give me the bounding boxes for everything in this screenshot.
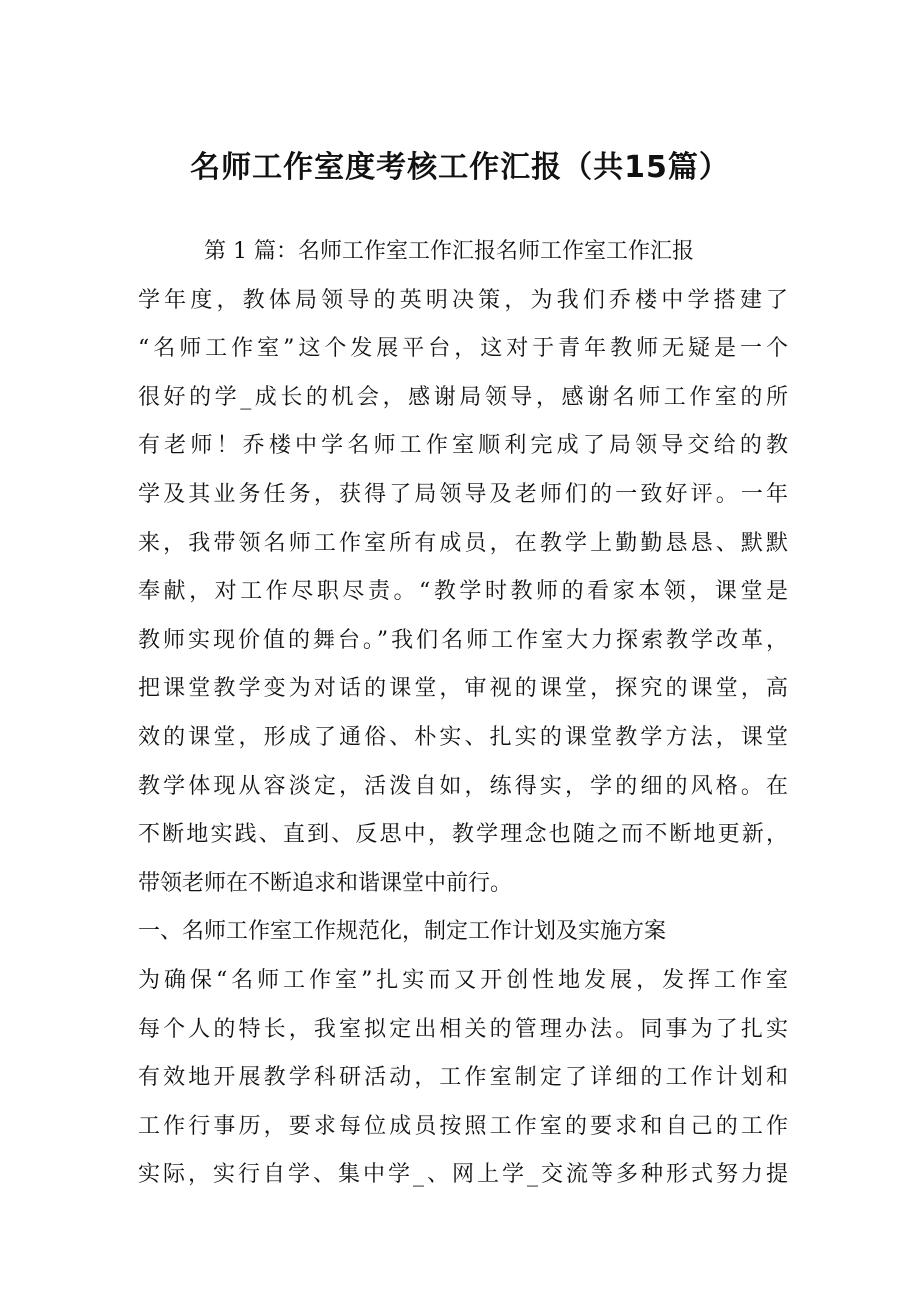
paragraph-line: 带领老师在不断追求和谐课堂中前行。 [138,870,513,896]
paragraph-line: 效的课堂，形成了通俗、朴实、扎实的课堂教学方法，课堂 [138,724,788,750]
chapter-heading: 第 1 篇：名师工作室工作汇报名师工作室工作汇报 [204,239,694,264]
paragraph-line: 教师实现价值的舞台。”我们名师工作室大力探索教学改革， [138,627,788,653]
paragraph-line: 每个人的特长，我室拟定出相关的管理办法。同事为了扎实 [138,1016,788,1042]
paragraph-line: 有效地开展教学科研活动，工作室制定了详细的工作计划和 [138,1065,788,1091]
document-title: 名师工作室度考核工作汇报（共15篇） [190,150,730,185]
document-body [138,228,788,1200]
paragraph-line: 学年度，教体局领导的英明决策，为我们乔楼中学搭建了 [138,287,788,313]
paragraph-line: 为确保“名师工作室”扎实而又开创性地发展，发挥工作室 [138,967,788,993]
paragraph-line: 奉献，对工作尽职尽责。“教学时教师的看家本领，课堂是 [138,579,788,605]
section-heading: 一、名师工作室工作规范化，制定工作计划及实施方案 [138,919,667,945]
paragraph-line: 不断地实践、直到、反思中，教学理念也随之而不断地更新， [138,822,788,848]
paragraph-line: 实际，实行自学、集中学_、网上学_交流等多种形式努力提 [138,1162,788,1188]
paragraph-line: 来，我带领名师工作室所有成员，在教学上勤勤恳恳、默默 [138,530,788,556]
paragraph-line: 工作行事历，要求每位成员按照工作室的要求和自己的工作 [138,1113,788,1139]
paragraph-line: “名师工作室”这个发展平台，这对于青年教师无疑是一个 [138,336,788,362]
paragraph-line: 学及其业务任务，获得了局领导及老师们的一致好评。一年 [138,481,788,507]
paragraph-line: 有老师！乔楼中学名师工作室顺利完成了局领导交给的教 [138,433,788,459]
paragraph-line: 教学体现从容淡定，活泼自如，练得实，学的细的风格。在 [138,773,788,799]
paragraph-line: 把课堂教学变为对话的课堂，审视的课堂，探究的课堂，高 [138,676,788,702]
paragraph-line: 很好的学_成长的机会，感谢局领导，感谢名师工作室的所 [138,384,788,410]
